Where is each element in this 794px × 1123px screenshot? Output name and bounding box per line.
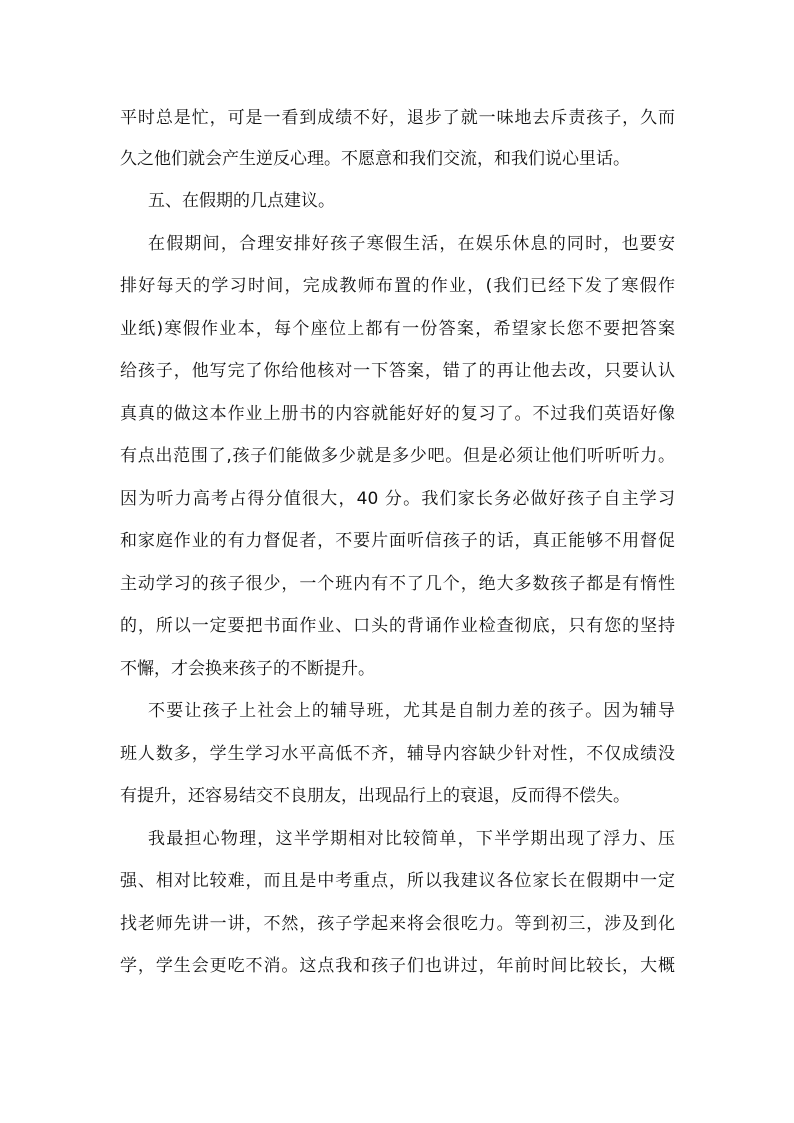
text-line: 强、相对比较难，而且是中考重点，所以我建议各位家长在假期中一定 [120,871,675,891]
text-line: 学，学生会更吃不消。这点我和孩子们也讲过，年前时间比较长，大概 [120,956,675,976]
text-line: 不懈，才会换来孩子的不断提升。 [120,659,375,679]
text-line: 和家庭作业的有力督促者，不要片面听信孩子的话，真正能够不用督促 [120,531,675,551]
text-line: 久之他们就会产生逆反心理。不愿意和我们交流，和我们说心里话。 [120,149,630,169]
text-line: 平时总是忙，可是一看到成绩不好，退步了就一味地去斥责孩子，久而 [120,108,675,128]
text-line: 不要让孩子上社会上的辅导班，尤其是自制力差的孩子。因为辅导 [148,701,675,721]
text-line: 的，所以一定要把书面作业、口头的背诵作业检查彻底，只有您的坚持 [120,616,675,636]
text-line: 业纸)寒假作业本，每个座位上都有一份答案，希望家长您不要把答案 [120,319,675,339]
text-line: 真真的做这本作业上册书的内容就能好好的复习了。不过我们英语好像 [120,404,675,424]
text-line: 有提升，还容易结交不良朋友，出现品行上的衰退，反而得不偿失。 [120,786,630,806]
text-line: 我最担心物理，这半学期相对比较简单，下半学期出现了浮力、压 [148,829,675,849]
text-line: 因为听力高考占得分值很大，40 分。我们家长务必做好孩子自主学习 [120,489,675,509]
section-heading: 五、在假期的几点建议。 [148,191,335,211]
text-line: 找老师先讲一讲，不然，孩子学起来将会很吃力。等到初三，涉及到化 [120,914,675,934]
text-line: 主动学习的孩子很少，一个班内有不了几个，绝大多数孩子都是有惰性 [120,574,675,594]
text-line: 在假期间，合理安排好孩子寒假生活，在娱乐休息的同时，也要安 [148,234,675,254]
text-line: 排好每天的学习时间，完成教师布置的作业，(我们已经下发了寒假作 [120,276,675,296]
text-line: 给孩子，他写完了你给他核对一下答案，错了的再让他去改，只要认认 [120,361,675,381]
text-line: 有点出范围了,孩子们能做多少就是多少吧。但是必须让他们听听听力。 [120,446,675,466]
text-line: 班人数多，学生学习水平高低不齐，辅导内容缺少针对性，不仅成绩没 [120,744,675,764]
